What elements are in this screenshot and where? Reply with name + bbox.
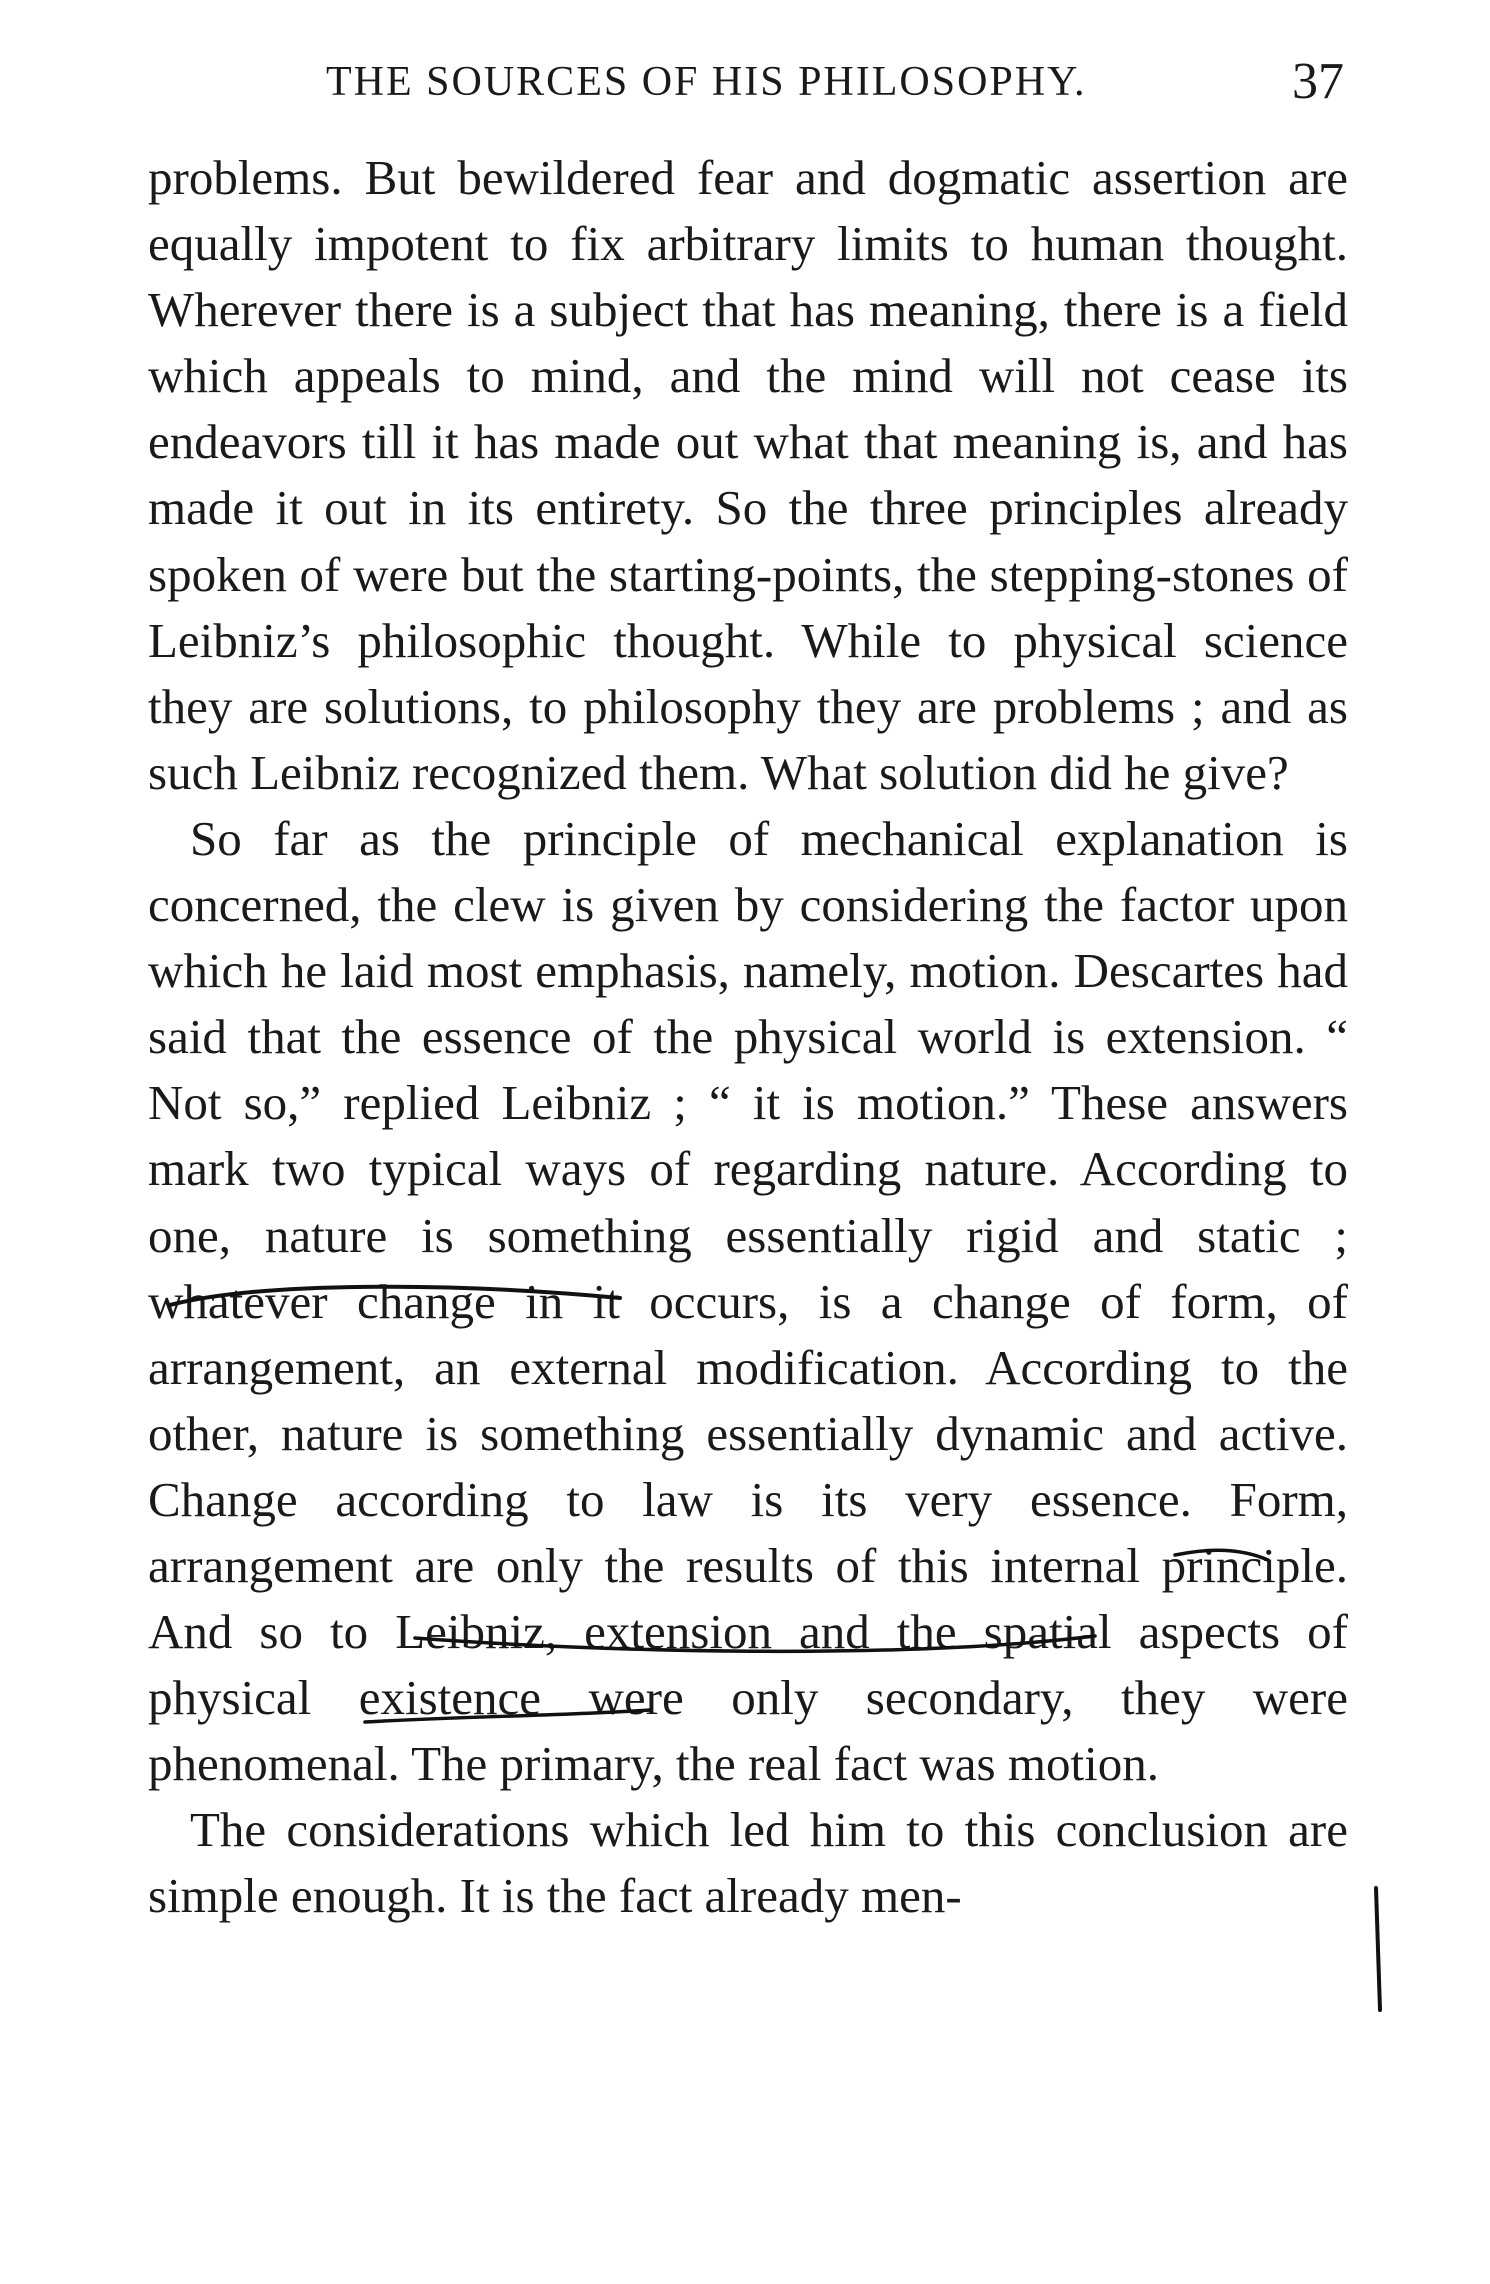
margin-bracket-mark [1376, 1888, 1380, 2010]
body-text [148, 145, 1348, 1930]
page-number: 37 [1292, 53, 1344, 110]
running-title: THE SOURCES OF HIS PHILOSOPHY. [326, 59, 1087, 105]
running-head [148, 53, 1344, 118]
paragraph-3: The considerations which led him to this conclusion are simple enough. It is the fact already men- [148, 1802, 1348, 1924]
paragraph-2: So far as the principle of mechanical explanation is concerned, the clew is given by considering the factor upon which he laid most emphasis, namely, motion. Descartes had said that the essence of the physical world is extension. “ Not so,” replied Leibniz ; “ it is motion.” These answers mark two typical ways of regarding nature. According to one, nature is something essentially rigid and static ; whatever change in it occurs, is a change of form, of arrangement, an external modification. According to the other, nature is something essentially dynamic and active. Change according to law is its very essence. Form, arrangement are only the results of this internal principle. And so to Leibniz, extension and the spatial aspects of physical existence were only secondary, they were phenomenal. The primary, the real fact was motion. [148, 810, 1348, 1792]
paragraph-1: problems. But bewildered fear and dogmatic assertion are equally impotent to fix arbitrary limits to human thought. Wherever there is a subject that has meaning, there is a field which appeals to mind, and the mind will not cease its endeavors till it has made out what that meaning is, and has made it out in its entirety. So the three principles already spoken of were but the starting-points, the stepping-stones of Leibniz’s philosophic thought. While to physical science they are solutions, to philosophy they are problems ; and as such Leibniz recognized them. What solution did he give? [148, 150, 1348, 800]
